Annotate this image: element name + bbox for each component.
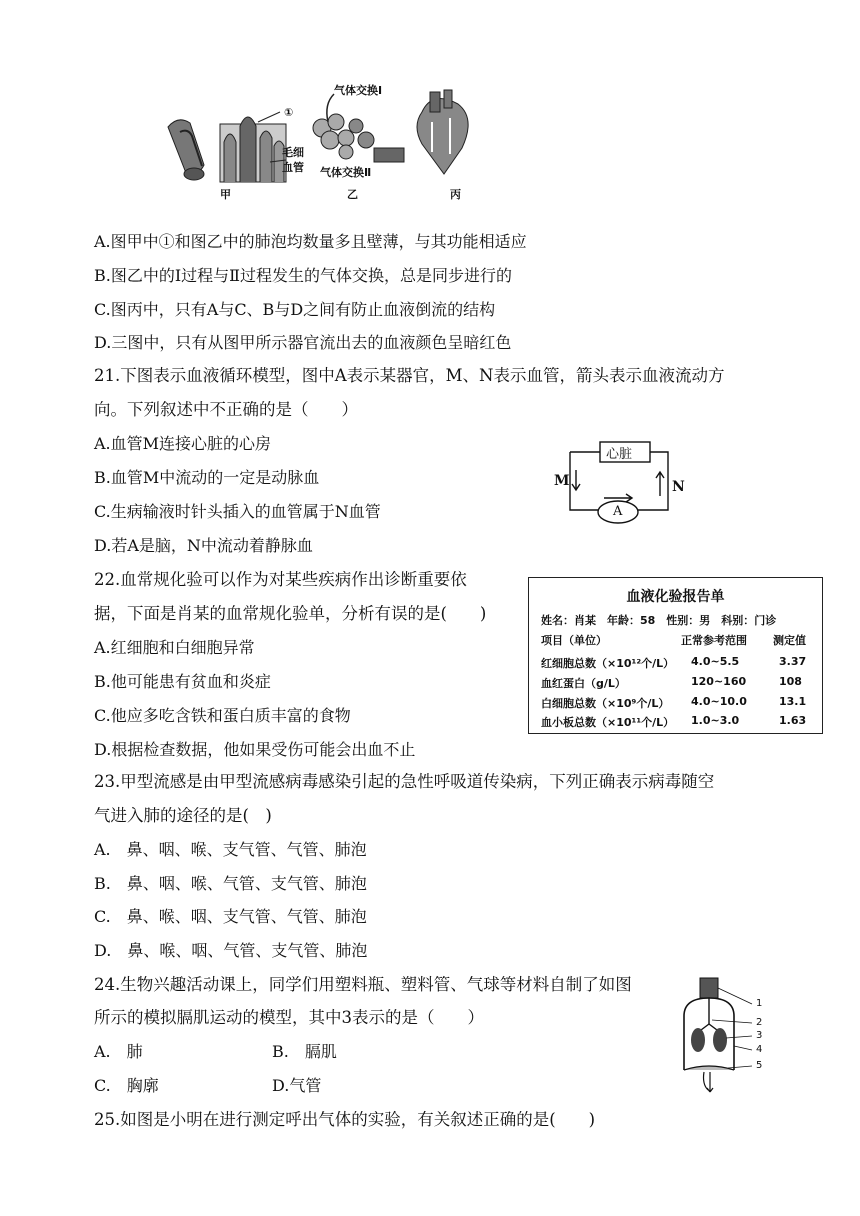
header-range: 正常参考范围 <box>681 634 747 647</box>
label-capillary-1: 毛细 <box>282 146 304 159</box>
label-yi: 乙 <box>347 188 358 201</box>
q22-stem-2: 据，下面是肖某的血常规化验单，分析有误的是( ) <box>94 604 487 623</box>
row-value: 108 <box>779 675 802 688</box>
figure-jia-yi-bing <box>160 82 480 202</box>
figure-drawing <box>160 82 480 202</box>
jar-label-1: 1 <box>756 998 763 1009</box>
q23-stem-1: 23.甲型流感是由甲型流感病毒感染引起的急性呼吸道传染病，下列正确表示病毒随空 <box>94 772 715 791</box>
q23-option-d: D. 鼻、喉、咽、气管、支气管、肺泡 <box>94 941 368 960</box>
row-range: 4.0~10.0 <box>691 695 747 708</box>
q21-option-d: D.若A是脑，N中流动着静脉血 <box>94 536 313 555</box>
heart-label: 心脏 <box>606 447 633 462</box>
label-circle1: ① <box>284 106 294 119</box>
q23-option-b: B. 鼻、咽、喉、气管、支气管、肺泡 <box>94 874 367 893</box>
heart-drawing <box>417 90 468 174</box>
q22-option-a: A.红细胞和白细胞异常 <box>94 638 255 657</box>
header-item: 项目（单位） <box>541 634 607 647</box>
row-range: 120~160 <box>691 675 747 688</box>
q21-option-a: A.血管M连接心脏的心房 <box>94 434 272 453</box>
q20-option-c: C.图丙中，只有A与C、B与D之间有防止血液倒流的结构 <box>94 300 496 319</box>
q24-option-a: A. 肺 <box>94 1042 143 1061</box>
q24-option-b: B. 膈肌 <box>272 1042 337 1061</box>
row-item: 血小板总数（×10¹¹个/L） <box>541 716 675 729</box>
row-item: 血红蛋白（g/L） <box>541 677 626 690</box>
q21-stem-1: 21.下图表示血液循环模型，图中A表示某器官，M、N表示血管，箭头表示血液流动方 <box>94 366 725 385</box>
row-value: 13.1 <box>779 695 807 708</box>
row-value: 1.63 <box>779 714 807 727</box>
m-label: M <box>554 473 570 489</box>
row-item: 红细胞总数（×10¹²个/L） <box>541 657 675 670</box>
villi-drawing <box>220 112 286 182</box>
q22-option-b: B.他可能患有贫血和炎症 <box>94 672 271 691</box>
jar-label-5: 5 <box>756 1060 763 1071</box>
a-label: A <box>613 504 623 519</box>
label-capillary-2: 血管 <box>282 161 304 174</box>
intestine-drawing <box>168 120 204 180</box>
q23-option-c: C. 鼻、喉、咽、支气管、气管、肺泡 <box>94 907 367 926</box>
row-range: 4.0~5.5 <box>691 655 740 668</box>
row-range: 1.0~3.0 <box>691 714 740 727</box>
diaphragm-model-diagram <box>672 972 772 1102</box>
row-value: 3.37 <box>779 655 807 668</box>
q24-stem-1: 24.生物兴趣活动课上，同学们用塑料瓶、塑料管、气球等材料自制了如图 <box>94 975 632 994</box>
q24-option-c: C. 胸廓 <box>94 1076 159 1095</box>
q20-option-b: B.图乙中的Ⅰ过程与Ⅱ过程发生的气体交换，总是同步进行的 <box>94 266 513 285</box>
row-item: 白细胞总数（×10⁹个/L） <box>541 697 670 710</box>
q21-option-c: C.生病输液时针头插入的血管属于N血管 <box>94 502 381 521</box>
label-jia: 甲 <box>220 188 231 201</box>
n-label: N <box>672 479 685 495</box>
q22-stem-1: 22.血常规化验可以作为对某些疾病作出诊断重要依 <box>94 570 467 589</box>
q24-stem-2: 所示的模拟膈肌运动的模型，其中3表示的是（ ） <box>94 1008 484 1027</box>
label-gas-exchange-2: 气体交换Ⅱ <box>320 166 372 179</box>
circulation-diagram <box>548 440 698 532</box>
q21-stem-2: 向。下列叙述中不正确的是（ ） <box>94 400 358 419</box>
q25-stem-1: 25.如图是小明在进行测定呼出气体的实验，有关叙述正确的是( ) <box>94 1110 596 1129</box>
report-title: 血液化验报告单 <box>626 589 725 605</box>
jar-label-3: 3 <box>756 1030 763 1041</box>
report-meta: 姓名：肖某 年龄：58 性别：男 科别：门诊 <box>541 614 777 627</box>
q24-option-d: D.气管 <box>272 1076 322 1095</box>
blood-test-report <box>528 577 823 734</box>
jar-label-2: 2 <box>756 1017 763 1028</box>
q23-option-a: A. 鼻、咽、喉、支气管、气管、肺泡 <box>94 840 367 859</box>
alveoli-drawing <box>313 94 404 162</box>
q21-option-b: B.血管M中流动的一定是动脉血 <box>94 468 320 487</box>
label-bing: 丙 <box>450 188 461 201</box>
jar-label-4: 4 <box>756 1044 763 1055</box>
q23-stem-2: 气进入肺的途径的是( ) <box>94 806 272 825</box>
q22-option-c: C.他应多吃含铁和蛋白质丰富的食物 <box>94 706 351 725</box>
label-gas-exchange-1: 气体交换Ⅰ <box>334 84 383 97</box>
header-value: 测定值 <box>773 634 806 647</box>
q22-option-d: D.根据检查数据，他如果受伤可能会出血不止 <box>94 740 416 759</box>
q20-option-a: A.图甲中①和图乙中的肺泡均数量多且壁薄，与其功能相适应 <box>94 232 527 251</box>
q20-option-d: D.三图中，只有从图甲所示器官流出去的血液颜色呈暗红色 <box>94 333 512 352</box>
